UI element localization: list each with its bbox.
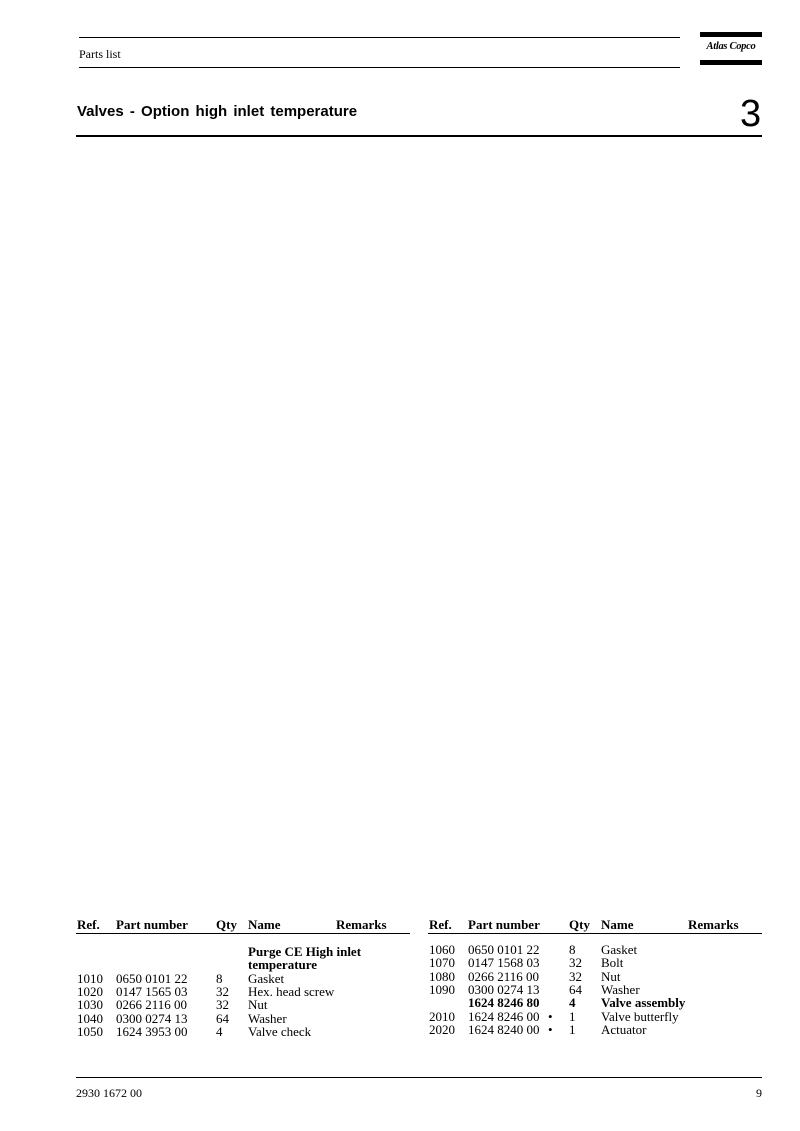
- brand-logo: [700, 32, 762, 66]
- logo-bottom-bar: [700, 60, 762, 65]
- row-qty: 32: [216, 997, 229, 1013]
- right-header-remarks: Remarks: [688, 917, 739, 932]
- row-part-number: 1624 8246 00: [468, 1008, 540, 1024]
- row-ref: 1050: [77, 1023, 103, 1039]
- row-ref: 1030: [77, 997, 103, 1013]
- row-ref: 1080: [429, 968, 455, 984]
- row-part-number: 1624 8240 00: [468, 1021, 540, 1037]
- row-ref: 1040: [77, 1010, 103, 1026]
- row-qty: 1: [569, 1008, 576, 1024]
- row-part-number: 0650 0101 22: [116, 970, 188, 986]
- left-header-name: Name: [248, 917, 281, 932]
- row-name: Valve check: [248, 1023, 312, 1039]
- row-ref: 1070: [429, 955, 455, 971]
- left-header-qty: Qty: [216, 917, 237, 932]
- row-qty: 32: [216, 983, 229, 999]
- row-ref: 1060: [429, 942, 455, 957]
- row-qty: 32: [569, 955, 582, 971]
- row-name: Hex. head screw: [248, 983, 335, 999]
- document-code: 2930 1672 00: [76, 1086, 142, 1100]
- left-header-part-number: Part number: [116, 917, 188, 932]
- row-part-number: 1624 8246 80: [468, 995, 540, 1011]
- row-name: Valve assembly: [601, 995, 686, 1011]
- row-name: Washer: [601, 981, 640, 997]
- footer-rule: [76, 1077, 762, 1078]
- row-name: Bolt: [601, 955, 624, 971]
- row-part-number: 1624 3953 00: [116, 1023, 188, 1039]
- section-title-rule: [76, 135, 762, 137]
- row-name: Actuator: [601, 1021, 647, 1037]
- row-part-number: 0147 1568 03: [468, 955, 540, 971]
- logo-wordmark: Atlas Copco: [706, 41, 756, 52]
- row-qty: 64: [569, 981, 582, 997]
- row-name: Nut: [248, 997, 268, 1013]
- row-part-number: 0300 0274 13: [116, 1010, 188, 1026]
- right-header-qty: Qty: [569, 917, 590, 932]
- header-bottom-rule: [79, 67, 680, 68]
- row-name: Gasket: [601, 942, 638, 957]
- row-part-number: 0650 0101 22: [468, 942, 540, 957]
- row-qty: 1: [569, 1021, 576, 1037]
- row-qty: 8: [216, 970, 223, 986]
- row-name: Nut: [601, 968, 621, 984]
- right-table-header-rule: [428, 933, 762, 934]
- row-qty: 4: [216, 1023, 223, 1039]
- left-table-header-rule: [76, 933, 410, 934]
- header-label: Parts list: [79, 47, 121, 61]
- row-part-number: 0266 2116 00: [116, 997, 188, 1013]
- right-header-part-number: Part number: [468, 917, 540, 932]
- left-header-ref: Ref.: [77, 917, 100, 932]
- row-bullet: •: [548, 1021, 553, 1037]
- row-name: Washer: [248, 1010, 287, 1026]
- row-part-number: 0266 2116 00: [468, 968, 540, 984]
- logo-top-bar: [700, 32, 762, 37]
- row-name: Valve butterfly: [601, 1008, 679, 1024]
- left-header-remarks: Remarks: [336, 917, 387, 932]
- row-ref: 1020: [77, 983, 103, 999]
- row-ref: 2010: [429, 1008, 455, 1024]
- row-ref: 1090: [429, 981, 455, 997]
- row-ref: 2020: [429, 1021, 455, 1037]
- row-qty: 64: [216, 1010, 229, 1026]
- right-header-name: Name: [601, 917, 634, 932]
- row-qty: 32: [569, 968, 582, 984]
- section-number: 3: [740, 93, 762, 135]
- section-title: Valves - Option high inlet temperature: [77, 103, 358, 120]
- row-ref: 1010: [77, 970, 103, 986]
- row-part-number: 0300 0274 13: [468, 981, 540, 997]
- right-header-ref: Ref.: [429, 917, 452, 932]
- page-number: 9: [756, 1086, 762, 1100]
- row-qty: 4: [569, 995, 576, 1011]
- row-name: temperature: [248, 957, 318, 973]
- row-part-number: 0147 1565 03: [116, 983, 188, 999]
- row-qty: 8: [569, 942, 576, 957]
- row-name: Purge CE High inlet: [248, 944, 362, 959]
- row-name: Gasket: [248, 970, 285, 986]
- header-top-rule: [79, 37, 680, 38]
- row-bullet: •: [548, 1008, 553, 1024]
